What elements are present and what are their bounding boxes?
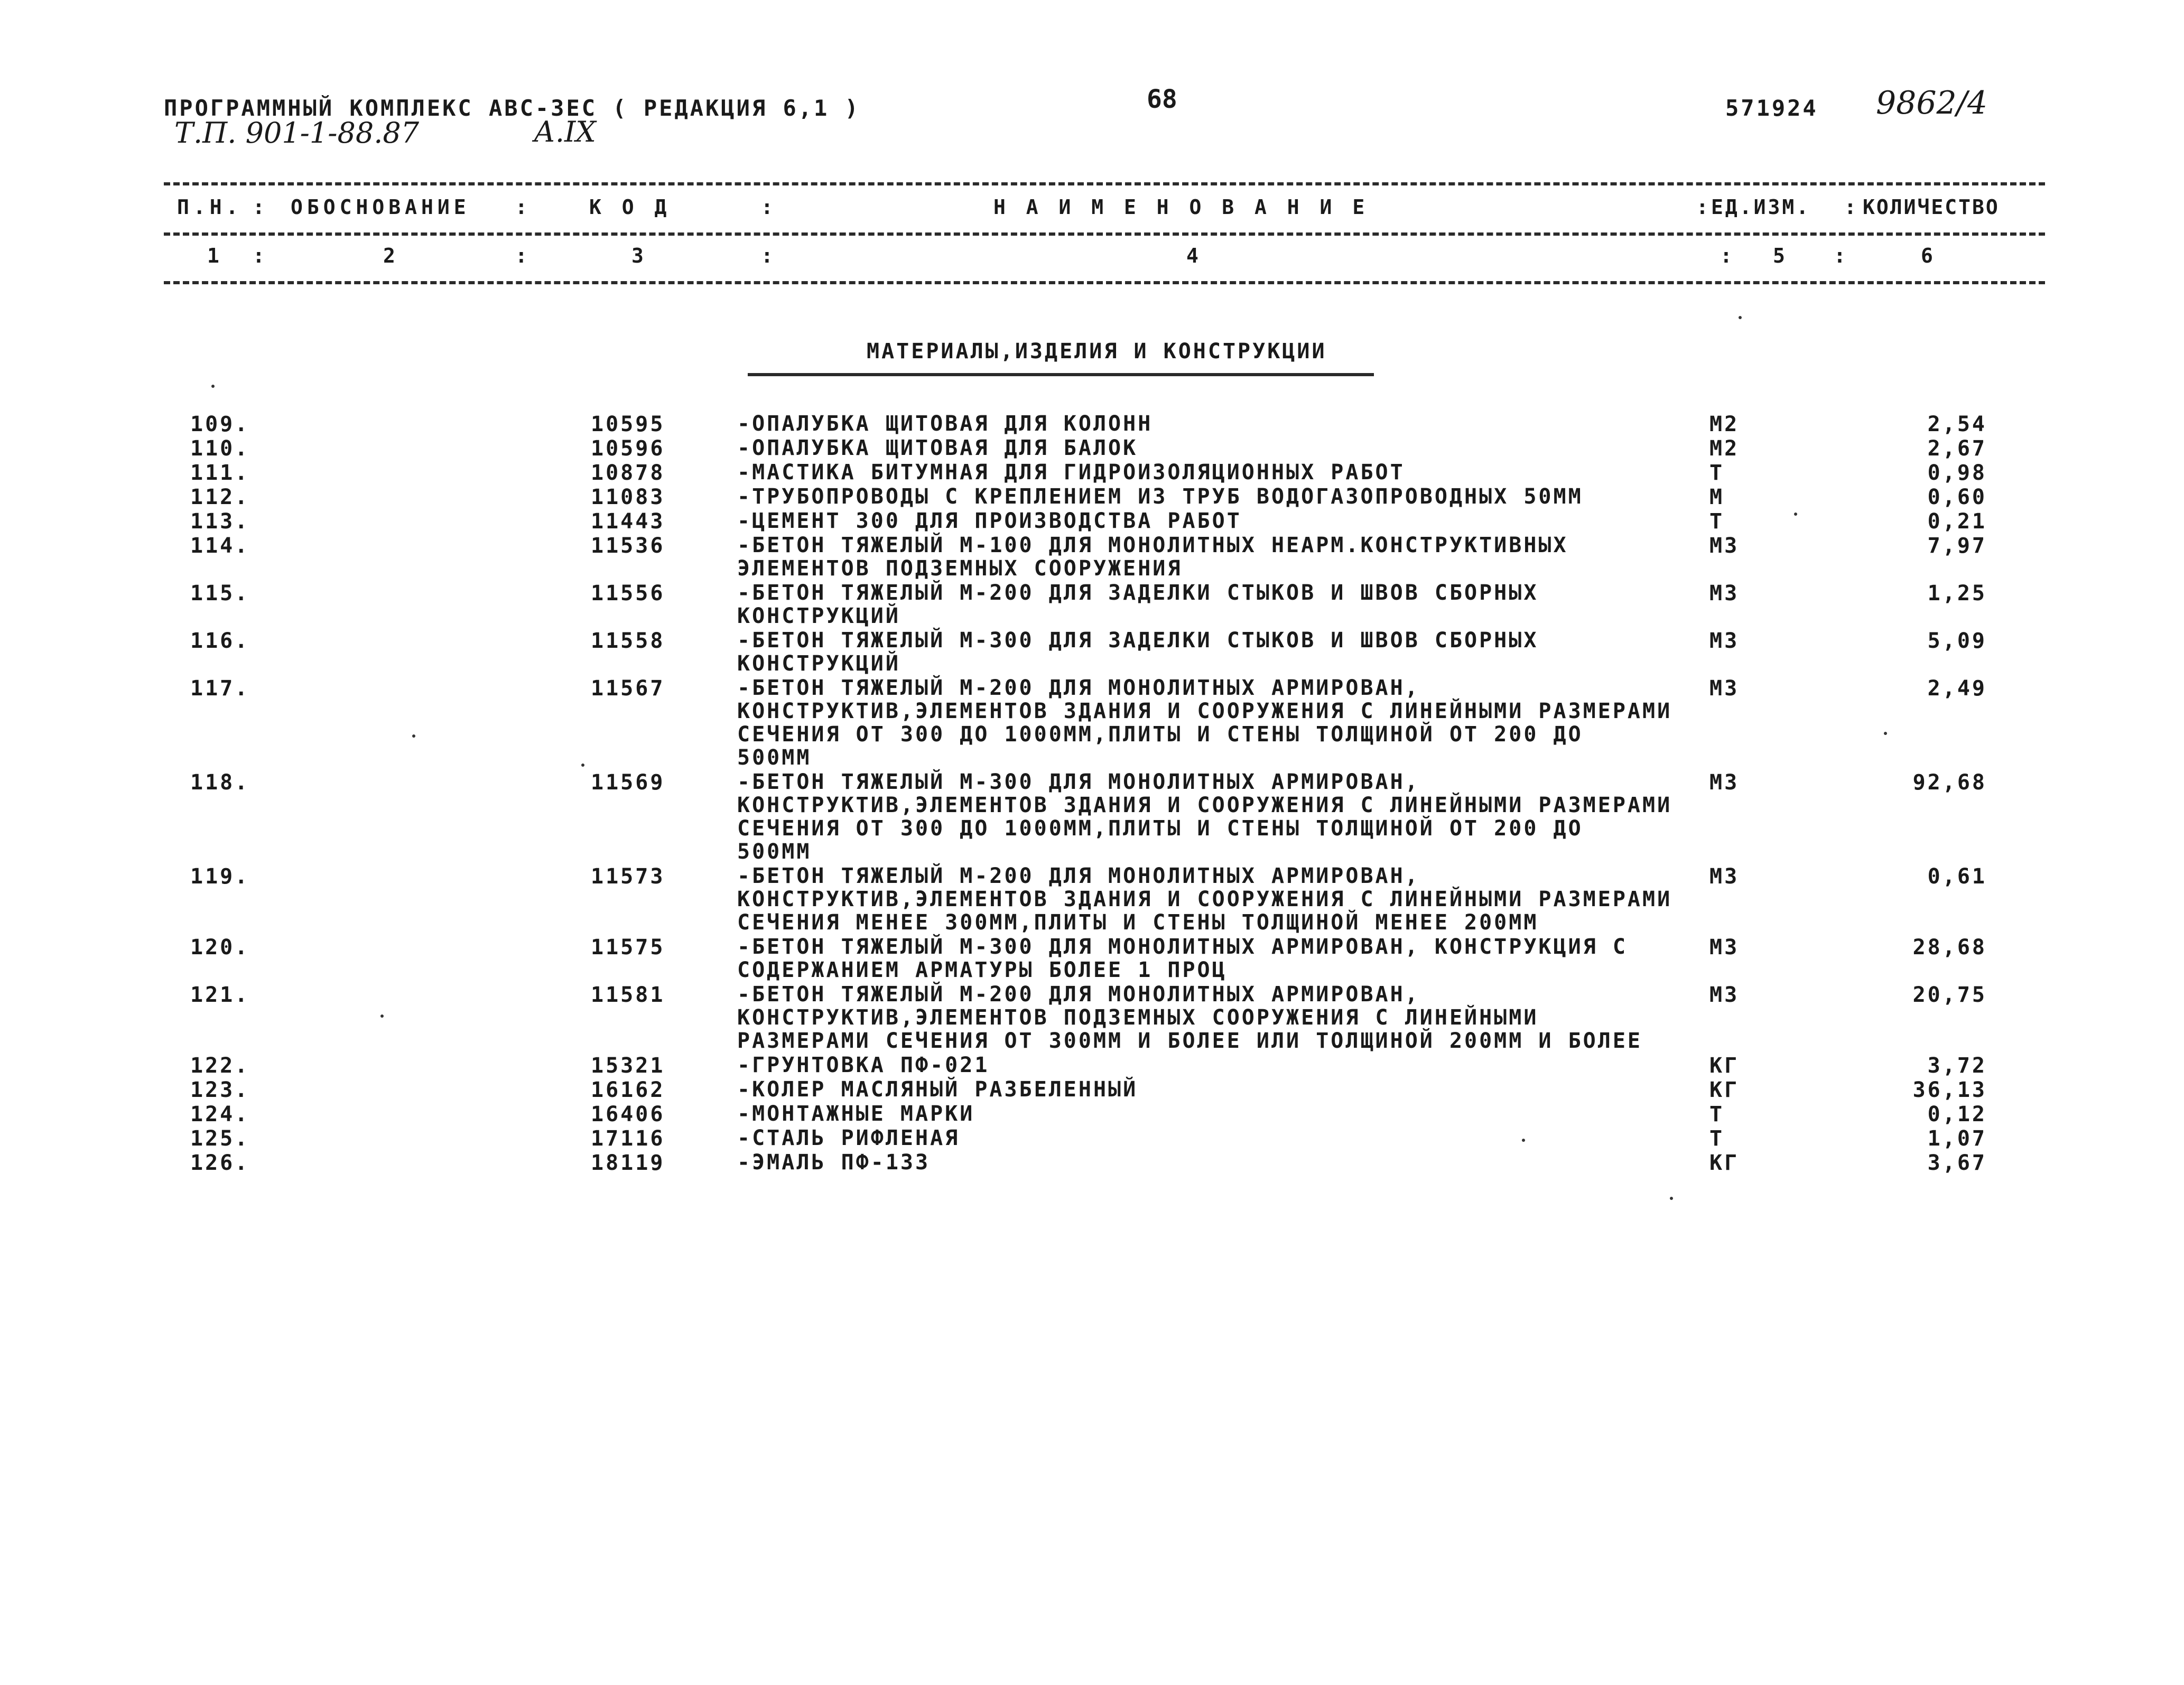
item-code: 10878: [591, 461, 665, 485]
item-quantity: 2,54: [1927, 412, 1987, 436]
item-code: 11573: [591, 864, 665, 889]
item-code: 10596: [591, 436, 665, 461]
col-header-basis: ОБОСНОВАНИЕ: [291, 196, 470, 219]
item-quantity: 0,98: [1927, 461, 1987, 485]
col-header-unit: ЕД.ИЗМ.: [1711, 196, 1811, 219]
item-name: -БЕТОН ТЯЖЕЛЫЙ М-300 ДЛЯ МОНОЛИТНЫХ АРМИРОВАН, КОНСТРУКТИВ,ЭЛЕМЕНТОВ ЗДАНИЯ И СООРУЖЕНИЯ С ЛИНЕЙНЫМИ РАЗМЕРАМИ СЕЧЕНИЯ ОТ 300 ДО 1000ММ,ПЛИТЫ И СТЕНЫ ТОЛЩИНОЙ ОТ 200 ДО 500ММ: [737, 770, 1672, 864]
header-rule-top: [164, 182, 2045, 185]
item-unit: Т: [1709, 1127, 1725, 1151]
item-number: 125.: [190, 1127, 250, 1151]
project-code: Т.П. 901-1-88.87: [174, 116, 420, 150]
item-code: 18119: [591, 1151, 665, 1175]
item-name: -БЕТОН ТЯЖЕЛЫЙ М-200 ДЛЯ МОНОЛИТНЫХ АРМИРОВАН, КОНСТРУКТИВ,ЭЛЕМЕНТОВ ЗДАНИЯ И СООРУЖЕНИЯ С ЛИНЕЙНЫМИ РАЗМЕРАМИ СЕЧЕНИЯ МЕНЕЕ 300ММ,ПЛИТЫ И СТЕНЫ ТОЛЩИНОЙ МЕНЕЕ 200ММ: [737, 864, 1672, 935]
item-unit: М3: [1709, 864, 1740, 889]
item-name: -БЕТОН ТЯЖЕЛЫЙ М-200 ДЛЯ МОНОЛИТНЫХ АРМИРОВАН, КОНСТРУКТИВ,ЭЛЕМЕНТОВ ЗДАНИЯ И СООРУЖЕНИЯ С ЛИНЕЙНЫМИ РАЗМЕРАМИ СЕЧЕНИЯ ОТ 300 ДО 1000ММ,ПЛИТЫ И СТЕНЫ ТОЛЩИНОЙ ОТ 200 ДО 500ММ: [737, 676, 1672, 770]
item-unit: М2: [1709, 412, 1740, 436]
item-unit: КГ: [1709, 1151, 1740, 1175]
item-name: -МАСТИКА БИТУМНАЯ ДЛЯ ГИДРОИЗОЛЯЦИОННЫХ РАБОТ: [737, 460, 1405, 485]
album-code: А.IX: [534, 115, 596, 148]
item-unit: Т: [1709, 1102, 1725, 1127]
item-number: 119.: [190, 864, 250, 889]
col-number-4: 4: [1186, 244, 1203, 267]
item-name: -БЕТОН ТЯЖЕЛЫЙ М-100 ДЛЯ МОНОЛИТНЫХ НЕАРМ.КОНСТРУКТИВНЫХ ЭЛЕМЕНТОВ ПОДЗЕМНЫХ СООРУЖЕНИЯ: [737, 533, 1568, 581]
item-quantity: 28,68: [1912, 935, 1987, 960]
col-sep-2: :: [515, 196, 532, 219]
item-number: 115.: [190, 581, 250, 606]
item-number: 126.: [190, 1151, 250, 1175]
item-quantity: 92,68: [1912, 770, 1987, 795]
item-code: 15321: [591, 1054, 665, 1078]
col-number-3: 3: [631, 244, 648, 267]
item-quantity: 0,61: [1927, 864, 1987, 889]
item-code: 11567: [591, 676, 665, 701]
item-number: 110.: [190, 436, 250, 461]
item-unit: М3: [1709, 983, 1740, 1007]
item-name: -БЕТОН ТЯЖЕЛЫЙ М-200 ДЛЯ МОНОЛИТНЫХ АРМИРОВАН, КОНСТРУКТИВ,ЭЛЕМЕНТОВ ПОДЗЕМНЫХ СООРУЖЕНИЯ С ЛИНЕЙНЫМИ РАЗМЕРАМИ СЕЧЕНИЯ ОТ 300ММ И БОЛЕЕ ИЛИ ТОЛЩИНОЙ 200ММ И БОЛЕЕ: [737, 982, 1643, 1053]
item-name: -КОЛЕР МАСЛЯНЫЙ РАЗБЕЛЕННЫЙ: [737, 1077, 1138, 1102]
program-title: ПРОГРАММНЫЙ КОМПЛЕКС АВС-ЗЕС ( РЕДАКЦИЯ 6,1 ): [164, 95, 860, 121]
item-quantity: 0,21: [1927, 509, 1987, 534]
col-number-5: 5: [1773, 244, 1789, 267]
item-code: 17116: [591, 1127, 665, 1151]
item-quantity: 3,67: [1927, 1151, 1987, 1175]
scan-speck: [581, 764, 584, 767]
item-code: 11443: [591, 509, 665, 534]
item-name: -ЦЕМЕНТ 300 ДЛЯ ПРОИЗВОДСТВА РАБОТ: [737, 509, 1242, 533]
item-code: 11083: [591, 485, 665, 509]
item-quantity: 2,49: [1927, 676, 1987, 701]
item-name: -БЕТОН ТЯЖЕЛЫЙ М-300 ДЛЯ ЗАДЕЛКИ СТЫКОВ И ШВОВ СБОРНЫХ КОНСТРУКЦИЙ: [737, 628, 1539, 676]
scan-speck: [1739, 316, 1742, 319]
col-num-sep-3: :: [761, 244, 777, 267]
item-unit: М3: [1709, 629, 1740, 653]
item-quantity: 7,97: [1927, 534, 1987, 558]
scan-speck: [1670, 1197, 1673, 1200]
item-unit: КГ: [1709, 1078, 1740, 1102]
col-sep-3: :: [761, 196, 777, 219]
col-sep-5: :: [1844, 196, 1861, 219]
item-number: 123.: [190, 1078, 250, 1102]
item-unit: М3: [1709, 935, 1740, 960]
item-quantity: 20,75: [1912, 983, 1987, 1007]
scan-speck: [1522, 1139, 1525, 1142]
item-code: 16162: [591, 1078, 665, 1102]
col-num-sep-1: :: [253, 244, 269, 267]
item-unit: М3: [1709, 581, 1740, 606]
item-code: 11536: [591, 534, 665, 558]
col-num-sep-5: :: [1834, 244, 1850, 267]
item-number: 114.: [190, 534, 250, 558]
col-header-code: К О Д: [589, 196, 671, 219]
item-name: -ТРУБОПРОВОДЫ С КРЕПЛЕНИЕМ ИЗ ТРУБ ВОДОГАЗОПРОВОДНЫХ 50ММ: [737, 485, 1583, 509]
item-unit: М3: [1709, 770, 1740, 795]
item-unit: М3: [1709, 534, 1740, 558]
item-name: -МОНТАЖНЫЕ МАРКИ: [737, 1102, 975, 1126]
item-unit: Т: [1709, 461, 1725, 485]
section-title: МАТЕРИАЛЫ,ИЗДЕЛИЯ И КОНСТРУКЦИИ: [867, 339, 1327, 364]
item-unit: М3: [1709, 676, 1740, 701]
item-code: 11575: [591, 935, 665, 960]
item-number: 116.: [190, 629, 250, 653]
item-code: 11556: [591, 581, 665, 606]
header-rule-bottom: [164, 281, 2045, 284]
item-quantity: 36,13: [1912, 1078, 1987, 1102]
item-code: 10595: [591, 412, 665, 436]
col-header-name: Н А И М Е Н О В А Н И Е: [993, 196, 1369, 219]
item-name: -СТАЛЬ РИФЛЕНАЯ: [737, 1126, 960, 1150]
col-num-sep-2: :: [515, 244, 532, 267]
col-sep-1: :: [253, 196, 269, 219]
item-quantity: 1,25: [1927, 581, 1987, 606]
section-title-underline: [748, 373, 1374, 376]
item-name: -ОПАЛУБКА ЩИТОВАЯ ДЛЯ КОЛОНН: [737, 412, 1153, 436]
item-quantity: 2,67: [1927, 436, 1987, 461]
item-number: 124.: [190, 1102, 250, 1127]
item-quantity: 3,72: [1927, 1054, 1987, 1078]
item-number: 122.: [190, 1054, 250, 1078]
item-name: -БЕТОН ТЯЖЕЛЫЙ М-200 ДЛЯ ЗАДЕЛКИ СТЫКОВ И ШВОВ СБОРНЫХ КОНСТРУКЦИЙ: [737, 581, 1539, 628]
item-quantity: 0,60: [1927, 485, 1987, 509]
scan-speck: [1794, 513, 1797, 516]
item-code: 11581: [591, 983, 665, 1007]
item-unit: М: [1709, 485, 1725, 509]
item-number: 120.: [190, 935, 250, 960]
item-name: -ЭМАЛЬ ПФ-133: [737, 1150, 931, 1175]
col-sep-4: :: [1696, 196, 1713, 219]
item-name: -ОПАЛУБКА ЩИТОВАЯ ДЛЯ БАЛОК: [737, 436, 1138, 460]
scan-speck: [1884, 732, 1887, 735]
item-code: 11569: [591, 770, 665, 795]
item-number: 117.: [190, 676, 250, 701]
item-unit: Т: [1709, 509, 1725, 534]
item-number: 112.: [190, 485, 250, 509]
item-name: -БЕТОН ТЯЖЕЛЫЙ М-300 ДЛЯ МОНОЛИТНЫХ АРМИРОВАН, КОНСТРУКЦИЯ С СОДЕРЖАНИЕМ АРМАТУРЫ БОЛЕЕ 1 ПРОЦ: [737, 935, 1628, 982]
scan-speck: [412, 734, 415, 738]
col-number-2: 2: [383, 244, 399, 267]
item-code: 11558: [591, 629, 665, 653]
item-code: 16406: [591, 1102, 665, 1127]
item-quantity: 5,09: [1927, 629, 1987, 653]
sheet-reference: 9862/4: [1876, 85, 1988, 122]
page-number: 68: [1147, 85, 1177, 114]
item-number: 109.: [190, 412, 250, 436]
document-id: 571924: [1725, 95, 1818, 121]
col-header-quantity: КОЛИЧЕСТВО: [1863, 196, 2000, 219]
scan-speck: [380, 1014, 384, 1018]
item-quantity: 0,12: [1927, 1102, 1987, 1127]
col-number-6: 6: [1921, 244, 1937, 267]
header-rule-mid: [164, 232, 2045, 236]
item-number: 121.: [190, 983, 250, 1007]
item-name: -ГРУНТОВКА ПФ-021: [737, 1053, 990, 1077]
item-unit: М2: [1709, 436, 1740, 461]
col-header-item-no: П.Н.: [177, 196, 243, 219]
item-number: 113.: [190, 509, 250, 534]
scan-speck: [211, 385, 215, 388]
item-number: 118.: [190, 770, 250, 795]
col-num-sep-4: :: [1720, 244, 1736, 267]
col-number-1: 1: [207, 244, 224, 267]
item-number: 111.: [190, 461, 250, 485]
item-unit: КГ: [1709, 1054, 1740, 1078]
item-quantity: 1,07: [1927, 1127, 1987, 1151]
